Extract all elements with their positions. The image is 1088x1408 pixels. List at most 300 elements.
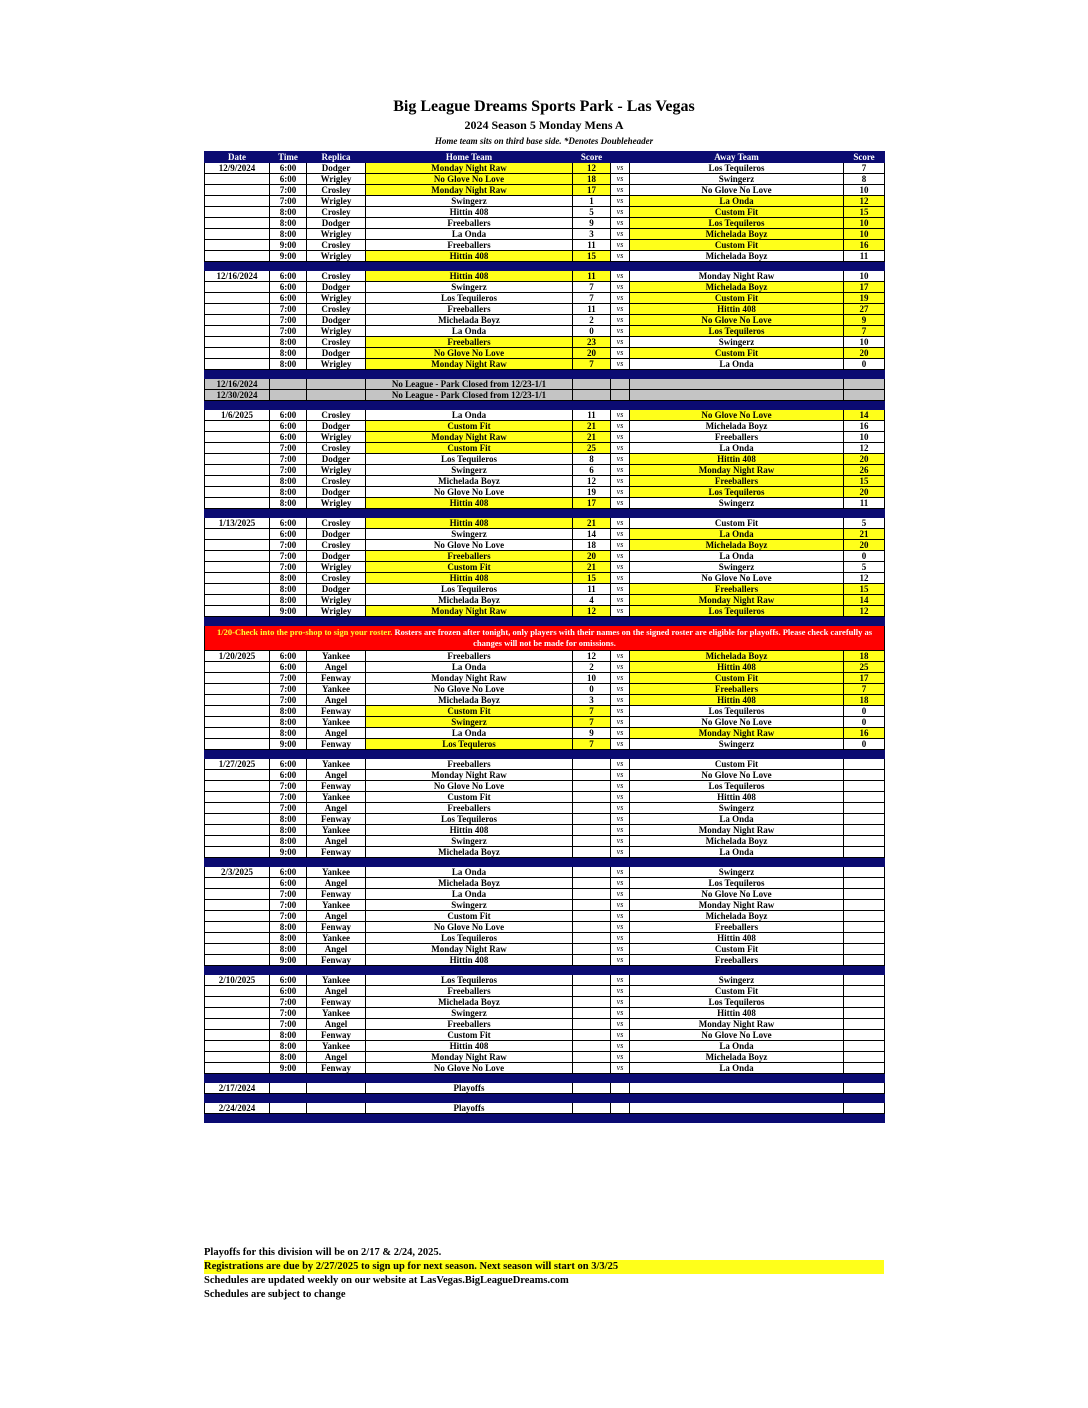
footer-playoffs-note: Playoffs for this division will be on 2/17 & 2/24, 2025. xyxy=(204,1247,442,1258)
game-row xyxy=(205,728,885,739)
away-team: Hittin 408 xyxy=(630,933,844,944)
game-date xyxy=(205,487,270,498)
game-time: 9:00 xyxy=(270,739,307,750)
away-team: Los Tequileros xyxy=(630,487,844,498)
col-away-score: Score xyxy=(844,152,885,163)
away-team: Swingerz xyxy=(630,498,844,509)
game-time: 6:00 xyxy=(270,651,307,662)
vs-label: vs xyxy=(611,359,630,370)
schedule-table-wrapper xyxy=(204,151,884,1123)
game-date xyxy=(205,1041,270,1052)
away-score xyxy=(844,1063,885,1074)
home-score xyxy=(573,825,611,836)
schedule-table xyxy=(204,151,885,1123)
game-time: 7:00 xyxy=(270,1019,307,1030)
separator-cell xyxy=(611,509,630,518)
home-team: Michelada Boyz xyxy=(366,595,573,606)
game-time: 6:00 xyxy=(270,878,307,889)
game-date xyxy=(205,551,270,562)
away-score: 5 xyxy=(844,562,885,573)
game-date: 12/16/2024 xyxy=(205,271,270,282)
away-score: 12 xyxy=(844,573,885,584)
vs-label: vs xyxy=(611,315,630,326)
empty-cell xyxy=(630,1083,844,1094)
away-score: 7 xyxy=(844,326,885,337)
away-score: 19 xyxy=(844,293,885,304)
separator-cell xyxy=(270,1114,307,1123)
game-date xyxy=(205,498,270,509)
game-date xyxy=(205,781,270,792)
home-score: 14 xyxy=(573,529,611,540)
game-row xyxy=(205,315,885,326)
game-time: 6:00 xyxy=(270,518,307,529)
game-time: 9:00 xyxy=(270,606,307,617)
game-field: Dodger xyxy=(307,454,366,465)
page-subtitle: 2024 Season 5 Monday Mens A xyxy=(464,118,624,132)
game-row xyxy=(205,695,885,706)
game-row xyxy=(205,218,885,229)
away-score: 10 xyxy=(844,185,885,196)
separator-cell xyxy=(205,858,270,867)
vs-label: vs xyxy=(611,229,630,240)
week-separator xyxy=(205,750,885,759)
away-team: No Glove No Love xyxy=(630,770,844,781)
game-row xyxy=(205,781,885,792)
away-score: 14 xyxy=(844,595,885,606)
away-team: Los Tequileros xyxy=(630,606,844,617)
away-score: 12 xyxy=(844,606,885,617)
vs-label: vs xyxy=(611,1052,630,1063)
game-time: 9:00 xyxy=(270,955,307,966)
separator-cell xyxy=(630,1094,844,1103)
separator-cell xyxy=(270,370,307,379)
game-field: Wrigley xyxy=(307,359,366,370)
separator-cell xyxy=(630,1114,844,1123)
separator-cell xyxy=(307,370,366,379)
game-field: Dodger xyxy=(307,584,366,595)
game-field: Yankee xyxy=(307,1008,366,1019)
game-date xyxy=(205,584,270,595)
home-team: Freeballers xyxy=(366,803,573,814)
away-team: Hittin 408 xyxy=(630,304,844,315)
home-score xyxy=(573,1019,611,1030)
game-field: Crosley xyxy=(307,540,366,551)
game-field: Yankee xyxy=(307,1041,366,1052)
vs-label: vs xyxy=(611,185,630,196)
away-team: Monday Night Raw xyxy=(630,595,844,606)
home-score: 19 xyxy=(573,487,611,498)
separator-cell xyxy=(205,262,270,271)
away-team: Custom Fit xyxy=(630,240,844,251)
vs-label: vs xyxy=(611,584,630,595)
home-team: Los Tequileros xyxy=(366,454,573,465)
separator-cell xyxy=(307,966,366,975)
game-field: Angel xyxy=(307,1052,366,1063)
game-row xyxy=(205,803,885,814)
game-time: 8:00 xyxy=(270,348,307,359)
game-row xyxy=(205,207,885,218)
home-team: La Onda xyxy=(366,410,573,421)
game-date xyxy=(205,684,270,695)
home-team: No Glove No Love xyxy=(366,781,573,792)
vs-label: vs xyxy=(611,454,630,465)
game-date xyxy=(205,955,270,966)
playoff-label: Playoffs xyxy=(366,1103,573,1114)
game-date: 2/10/2025 xyxy=(205,975,270,986)
home-team: Freeballers xyxy=(366,240,573,251)
home-team: Freeballers xyxy=(366,651,573,662)
away-score: 20 xyxy=(844,454,885,465)
away-score: 12 xyxy=(844,196,885,207)
separator-cell xyxy=(307,509,366,518)
away-score: 20 xyxy=(844,348,885,359)
game-date xyxy=(205,432,270,443)
home-score: 20 xyxy=(573,348,611,359)
week-separator xyxy=(205,370,885,379)
away-team: No Glove No Love xyxy=(630,573,844,584)
separator-cell xyxy=(844,262,885,271)
empty-cell xyxy=(307,1083,366,1094)
away-team: Custom Fit xyxy=(630,207,844,218)
home-score: 11 xyxy=(573,410,611,421)
separator-cell xyxy=(205,1094,270,1103)
game-time: 7:00 xyxy=(270,185,307,196)
game-time: 7:00 xyxy=(270,315,307,326)
game-time: 6:00 xyxy=(270,174,307,185)
game-time: 8:00 xyxy=(270,359,307,370)
separator-cell xyxy=(205,370,270,379)
game-row xyxy=(205,911,885,922)
home-team: Los Tequileros xyxy=(366,975,573,986)
separator-cell xyxy=(573,966,611,975)
away-score: 16 xyxy=(844,728,885,739)
home-score: 20 xyxy=(573,551,611,562)
separator-cell xyxy=(630,1074,844,1083)
game-field: Crosley xyxy=(307,443,366,454)
game-date xyxy=(205,847,270,858)
home-team: Hittin 408 xyxy=(366,825,573,836)
home-score: 12 xyxy=(573,651,611,662)
away-team: La Onda xyxy=(630,551,844,562)
vs-label: vs xyxy=(611,1063,630,1074)
game-row xyxy=(205,739,885,750)
home-score xyxy=(573,1041,611,1052)
vs-label: vs xyxy=(611,487,630,498)
home-score xyxy=(573,975,611,986)
game-time: 8:00 xyxy=(270,728,307,739)
away-score: 15 xyxy=(844,207,885,218)
away-team: Swingerz xyxy=(630,337,844,348)
home-team: Freeballers xyxy=(366,986,573,997)
separator-cell xyxy=(307,1114,366,1123)
vs-label: vs xyxy=(611,717,630,728)
game-time: 6:00 xyxy=(270,975,307,986)
home-team: Monday Night Raw xyxy=(366,163,573,174)
home-team: Los Tequleros xyxy=(366,739,573,750)
away-score xyxy=(844,997,885,1008)
game-time: 8:00 xyxy=(270,933,307,944)
away-score xyxy=(844,792,885,803)
away-score xyxy=(844,955,885,966)
game-row xyxy=(205,1041,885,1052)
home-team: Michelada Boyz xyxy=(366,847,573,858)
game-date: 1/20/2025 xyxy=(205,651,270,662)
away-team: Michelada Boyz xyxy=(630,540,844,551)
home-team: Monday Night Raw xyxy=(366,1052,573,1063)
game-date: 12/9/2024 xyxy=(205,163,270,174)
vs-label: vs xyxy=(611,163,630,174)
game-time: 8:00 xyxy=(270,825,307,836)
away-score: 0 xyxy=(844,706,885,717)
game-date xyxy=(205,803,270,814)
game-field: Yankee xyxy=(307,933,366,944)
game-field: Yankee xyxy=(307,900,366,911)
closed-row xyxy=(205,379,885,390)
game-row xyxy=(205,1052,885,1063)
vs-label: vs xyxy=(611,518,630,529)
game-date xyxy=(205,540,270,551)
vs-label: vs xyxy=(611,781,630,792)
game-row xyxy=(205,717,885,728)
game-field: Crosley xyxy=(307,207,366,218)
home-team: Michelada Boyz xyxy=(366,476,573,487)
game-field: Angel xyxy=(307,695,366,706)
home-score: 2 xyxy=(573,315,611,326)
game-field: Angel xyxy=(307,1019,366,1030)
separator-cell xyxy=(844,1074,885,1083)
vs-label: vs xyxy=(611,975,630,986)
vs-label: vs xyxy=(611,836,630,847)
home-team: Monday Night Raw xyxy=(366,770,573,781)
away-team: Michelada Boyz xyxy=(630,911,844,922)
game-time: 6:00 xyxy=(270,867,307,878)
home-team: No Glove No Love xyxy=(366,922,573,933)
game-time: 6:00 xyxy=(270,293,307,304)
game-time: 8:00 xyxy=(270,1041,307,1052)
away-team: No Glove No Love xyxy=(630,315,844,326)
game-date xyxy=(205,770,270,781)
home-score: 11 xyxy=(573,240,611,251)
game-field: Fenway xyxy=(307,889,366,900)
home-score: 9 xyxy=(573,728,611,739)
col-vs xyxy=(611,152,630,163)
game-row xyxy=(205,229,885,240)
vs-label: vs xyxy=(611,293,630,304)
vs-label: vs xyxy=(611,218,630,229)
game-field: Fenway xyxy=(307,706,366,717)
separator-cell xyxy=(270,966,307,975)
footer-website-note: Schedules are updated weekly on our website at LasVegas.BigLeagueDreams.com xyxy=(204,1275,569,1286)
away-score xyxy=(844,759,885,770)
home-score xyxy=(573,792,611,803)
game-field: Fenway xyxy=(307,739,366,750)
away-score: 15 xyxy=(844,476,885,487)
away-team: La Onda xyxy=(630,196,844,207)
game-row xyxy=(205,185,885,196)
separator-cell xyxy=(366,750,573,759)
away-score: 10 xyxy=(844,337,885,348)
away-team: Los Tequileros xyxy=(630,218,844,229)
vs-label: vs xyxy=(611,922,630,933)
playoff-date: 2/24/2024 xyxy=(205,1103,270,1114)
vs-label: vs xyxy=(611,1030,630,1041)
home-score xyxy=(573,1052,611,1063)
vs-label: vs xyxy=(611,955,630,966)
vs-label: vs xyxy=(611,1041,630,1052)
away-score xyxy=(844,1008,885,1019)
game-field: Crosley xyxy=(307,476,366,487)
game-time: 7:00 xyxy=(270,684,307,695)
week-separator xyxy=(205,1094,885,1103)
vs-label: vs xyxy=(611,944,630,955)
home-score: 3 xyxy=(573,695,611,706)
separator-cell xyxy=(270,858,307,867)
home-score: 7 xyxy=(573,359,611,370)
away-team: La Onda xyxy=(630,1063,844,1074)
game-row xyxy=(205,825,885,836)
separator-cell xyxy=(630,370,844,379)
game-time: 8:00 xyxy=(270,207,307,218)
game-row xyxy=(205,933,885,944)
home-score: 11 xyxy=(573,271,611,282)
vs-label: vs xyxy=(611,551,630,562)
game-time: 8:00 xyxy=(270,836,307,847)
game-field: Wrigley xyxy=(307,174,366,185)
table-header-row xyxy=(205,152,885,163)
away-team: Los Tequileros xyxy=(630,997,844,1008)
closed-text: No League - Park Closed from 12/23-1/1 xyxy=(366,390,573,401)
game-time: 7:00 xyxy=(270,997,307,1008)
game-time: 8:00 xyxy=(270,706,307,717)
col-time: Time xyxy=(270,152,307,163)
game-field: Angel xyxy=(307,878,366,889)
away-team: Hittin 408 xyxy=(630,1008,844,1019)
game-field: Yankee xyxy=(307,825,366,836)
vs-label: vs xyxy=(611,1008,630,1019)
game-field: Dodger xyxy=(307,421,366,432)
separator-cell xyxy=(573,1114,611,1123)
away-score: 16 xyxy=(844,421,885,432)
week-separator xyxy=(205,401,885,410)
away-score: 10 xyxy=(844,271,885,282)
separator-cell xyxy=(630,262,844,271)
game-row xyxy=(205,163,885,174)
game-date xyxy=(205,728,270,739)
away-score: 26 xyxy=(844,465,885,476)
game-date xyxy=(205,922,270,933)
game-time: 7:00 xyxy=(270,1008,307,1019)
separator-cell xyxy=(573,370,611,379)
separator-cell xyxy=(611,1094,630,1103)
game-field: Angel xyxy=(307,662,366,673)
home-team: Freeballers xyxy=(366,1019,573,1030)
home-team: No Glove No Love xyxy=(366,174,573,185)
game-time: 8:00 xyxy=(270,1052,307,1063)
away-team: Monday Night Raw xyxy=(630,1019,844,1030)
away-score xyxy=(844,1019,885,1030)
away-score: 10 xyxy=(844,218,885,229)
game-date xyxy=(205,878,270,889)
separator-cell xyxy=(573,1074,611,1083)
away-score: 10 xyxy=(844,432,885,443)
empty-cell xyxy=(844,390,885,401)
game-date xyxy=(205,717,270,728)
game-time: 6:00 xyxy=(270,271,307,282)
away-team: Freeballers xyxy=(630,476,844,487)
game-field: Angel xyxy=(307,803,366,814)
away-score xyxy=(844,847,885,858)
vs-label: vs xyxy=(611,207,630,218)
separator-cell xyxy=(366,1074,573,1083)
separator-cell xyxy=(611,401,630,410)
separator-cell xyxy=(844,401,885,410)
game-field: Wrigley xyxy=(307,229,366,240)
away-score: 18 xyxy=(844,695,885,706)
closed-date: 12/16/2024 xyxy=(205,379,270,390)
game-date xyxy=(205,662,270,673)
game-time: 8:00 xyxy=(270,229,307,240)
empty-cell xyxy=(611,390,630,401)
game-row xyxy=(205,518,885,529)
game-date xyxy=(205,443,270,454)
game-time: 6:00 xyxy=(270,432,307,443)
empty-cell xyxy=(573,1083,611,1094)
separator-cell xyxy=(630,750,844,759)
away-team: Freeballers xyxy=(630,584,844,595)
game-date xyxy=(205,1019,270,1030)
game-row xyxy=(205,498,885,509)
game-row xyxy=(205,706,885,717)
away-team: Freeballers xyxy=(630,432,844,443)
home-team: Freeballers xyxy=(366,759,573,770)
vs-label: vs xyxy=(611,326,630,337)
game-date xyxy=(205,595,270,606)
separator-cell xyxy=(366,401,573,410)
week-separator xyxy=(205,966,885,975)
empty-cell xyxy=(611,1083,630,1094)
away-team: La Onda xyxy=(630,529,844,540)
game-date xyxy=(205,573,270,584)
game-row xyxy=(205,651,885,662)
home-team: Hittin 408 xyxy=(366,271,573,282)
separator-cell xyxy=(205,966,270,975)
home-team-note: Home team sits on third base side. *Denotes Doubleheader xyxy=(434,136,654,146)
home-team: Monday Night Raw xyxy=(366,185,573,196)
home-team: Monday Night Raw xyxy=(366,673,573,684)
vs-label: vs xyxy=(611,728,630,739)
game-field: Wrigley xyxy=(307,293,366,304)
away-score: 15 xyxy=(844,584,885,595)
away-score: 9 xyxy=(844,315,885,326)
home-team: No Glove No Love xyxy=(366,540,573,551)
game-field: Dodger xyxy=(307,487,366,498)
home-team: Hittin 408 xyxy=(366,955,573,966)
home-score: 21 xyxy=(573,421,611,432)
vs-label: vs xyxy=(611,174,630,185)
vs-label: vs xyxy=(611,606,630,617)
away-score: 21 xyxy=(844,529,885,540)
separator-cell xyxy=(270,401,307,410)
separator-cell xyxy=(844,966,885,975)
home-team: Los Tequileros xyxy=(366,584,573,595)
game-row xyxy=(205,922,885,933)
game-field: Dodger xyxy=(307,551,366,562)
separator-cell xyxy=(366,966,573,975)
away-score: 11 xyxy=(844,251,885,262)
game-row xyxy=(205,975,885,986)
game-date xyxy=(205,889,270,900)
game-row xyxy=(205,443,885,454)
